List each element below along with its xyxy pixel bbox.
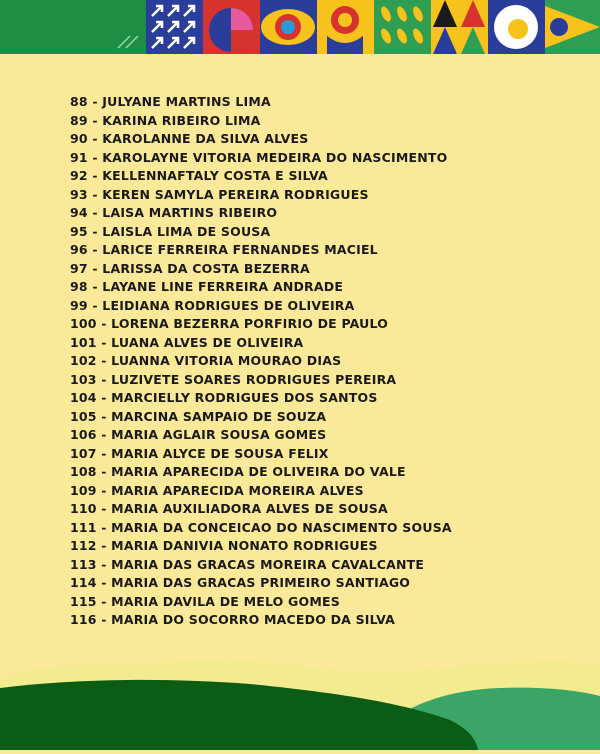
leaves-icon [374,0,431,54]
list-item: 111 - MARIA DA CONCEICAO DO NASCIMENTO SOUSA [70,519,452,535]
list-item: 109 - MARIA APARECIDA MOREIRA ALVES [70,482,364,498]
list-item: 97 - LARISSA DA COSTA BEZERRA [70,260,310,276]
header-green-strip [0,0,148,54]
name-list [70,93,452,630]
list-item: 89 - KARINA RIBEIRO LIMA [70,112,261,128]
list-item: 91 - KAROLAYNE VITORIA MEDEIRA DO NASCIMENTO [70,149,448,165]
eye-icon [260,0,317,54]
decorative-header-banner [0,0,600,54]
list-item: 95 - LAISLA LIMA DE SOUSA [70,223,271,239]
list-item: 101 - LUANA ALVES DE OLIVEIRA [70,334,304,350]
triangles-icon [431,0,488,54]
list-item: 96 - LARICE FERREIRA FERNANDES MACIEL [70,242,378,257]
flower-icon [317,0,374,54]
list-item: 93 - KEREN SAMYLA PEREIRA RODRIGUES [70,186,369,202]
list-item: 112 - MARIA DANIVIA NONATO RODRIGUES [70,538,378,553]
list-item: 113 - MARIA DAS GRACAS MOREIRA CAVALCANTE [70,556,425,572]
list-item: 116 - MARIA DO SOCORRO MACEDO DA SILVA [70,612,395,627]
list-item: 102 - LUANNA VITORIA MOURAO DIAS [70,353,342,368]
flag-diamond-icon [545,0,600,54]
arrows-tile [146,0,203,54]
list-item: 107 - MARIA ALYCE DE SOUSA FELIX [70,445,329,461]
egg-icon [488,0,545,54]
list-item: 88 - JULYANE MARTINS LIMA [70,94,271,109]
list-item: 92 - KELLENNAFTALY COSTA E SILVA [70,168,328,183]
decorative-footer-hills [0,640,600,750]
half-circle-tile [203,0,260,54]
list-item: 90 - KAROLANNE DA SILVA ALVES [70,131,309,146]
list-item: 114 - MARIA DAS GRACAS PRIMEIRO SANTIAGO [70,575,411,590]
eye-tile [260,0,317,54]
list-item: 115 - MARIA DAVILA DE MELO GOMES [70,593,340,609]
arrows-icon [146,0,203,54]
hills-icon [0,640,600,750]
list-item: 105 - MARCINA SAMPAIO DE SOUZA [70,408,327,424]
list-item: 110 - MARIA AUXILIADORA ALVES DE SOUSA [70,501,388,516]
list-item: 100 - LORENA BEZERRA PORFIRIO DE PAULO [70,316,389,331]
list-item: 108 - MARIA APARECIDA DE OLIVEIRA DO VALE [70,464,406,479]
list-item: 103 - LUZIVETE SOARES RODRIGUES PEREIRA [70,371,397,387]
leaves-tile [374,0,431,54]
half-circle-icon [203,0,260,54]
egg-tile [488,0,545,54]
flower-tile [317,0,374,54]
list-item: 98 - LAYANE LINE FERREIRA ANDRADE [70,279,344,294]
list-item: 94 - LAISA MARTINS RIBEIRO [70,205,278,220]
list-item: 99 - LEIDIANA RODRIGUES DE OLIVEIRA [70,297,355,313]
triangles-tile [431,0,488,54]
flag-diamond-tile [545,0,600,54]
list-item: 104 - MARCIELLY RODRIGUES DOS SANTOS [70,390,378,405]
diagonal-lines-icon [0,0,148,54]
list-item: 106 - MARIA AGLAIR SOUSA GOMES [70,427,327,442]
